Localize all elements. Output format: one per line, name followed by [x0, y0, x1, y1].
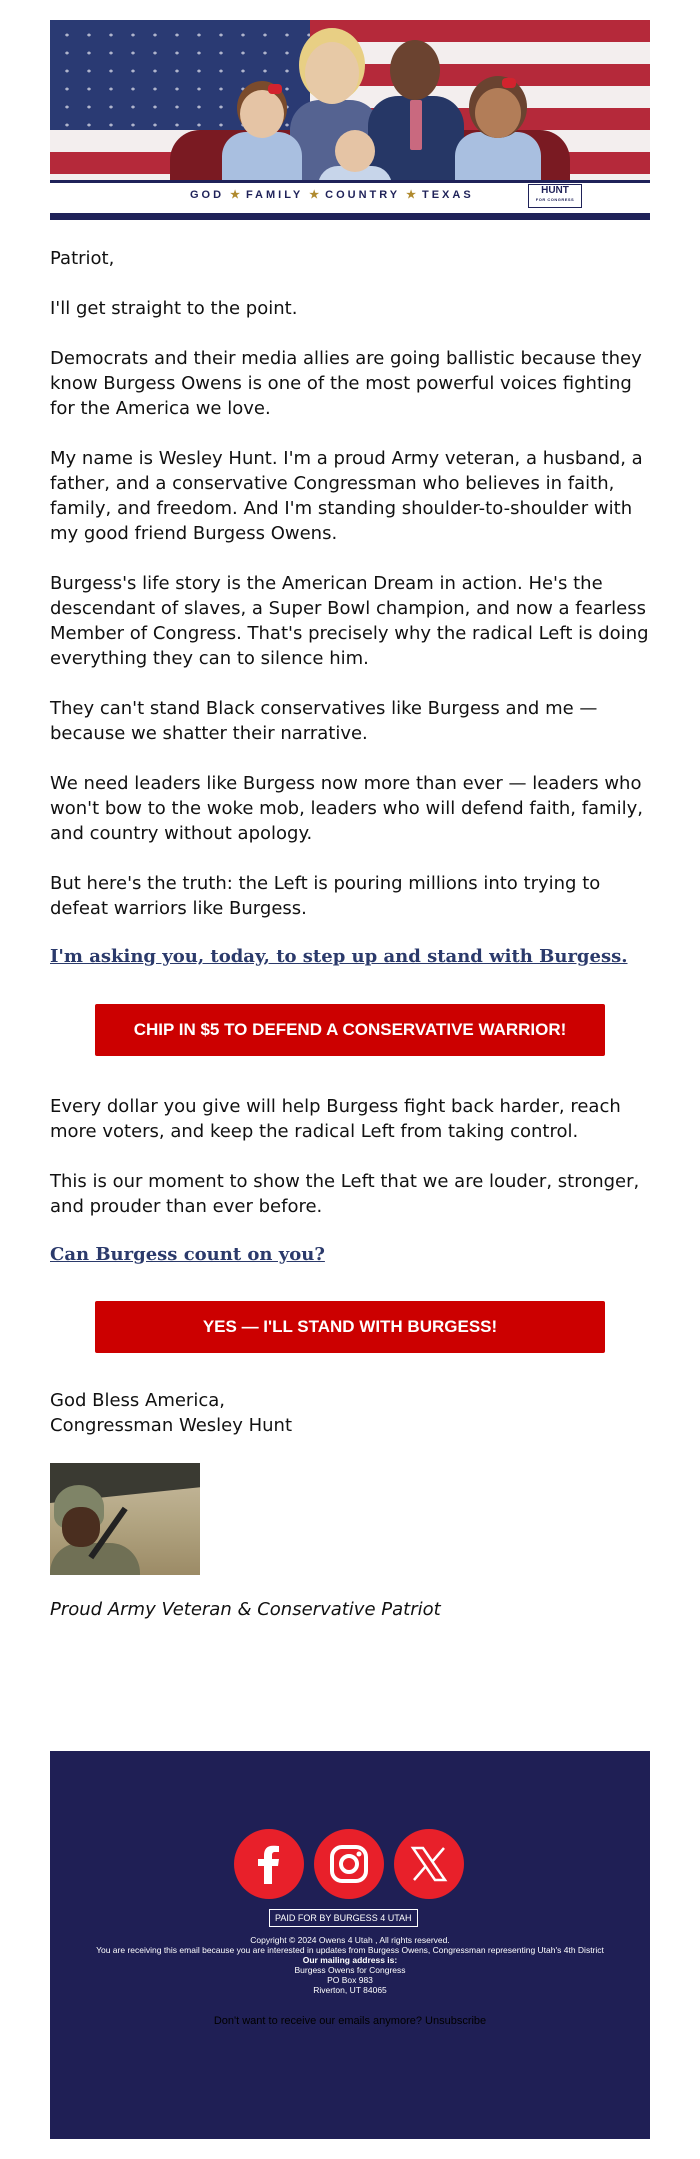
address-city: Riverton, UT 84065 [313, 1985, 387, 1995]
signoff-line-1: God Bless America, [50, 1390, 225, 1411]
tagline: GOD ★ FAMILY ★ COUNTRY ★ TEXAS [190, 189, 474, 201]
paragraph-6: We need leaders like Burgess now more than ever — leaders who won't bow to the woke mob, leaders who will defend faith, family, and country without apology. [50, 773, 643, 844]
facebook-icon[interactable] [234, 1829, 304, 1899]
hunt-logo: HUNT FOR CONGRESS [528, 184, 582, 208]
paragraph-4: Burgess's life story is the American Dream in action. He's the descendant of slaves, a Super Bowl champion, and now a fearless Member of Congress. That's precisely why the radical Left is doing everything they can to silence him. [50, 573, 649, 669]
signoff-line-2: Congressman Wesley Hunt [50, 1415, 292, 1436]
copyright: Copyright © 2024 Owens 4 Utah , All rights reserved. [250, 1935, 450, 1945]
mailing-label: Our mailing address is: [302, 1955, 398, 1965]
paragraph-5: They can't stand Black conservatives like Burgess and me — because we shatter their narrative. [50, 698, 598, 744]
footer [50, 1751, 650, 2139]
chip-in-button[interactable]: CHIP IN $5 TO DEFEND A CONSERVATIVE WARRIOR! [95, 1004, 605, 1056]
paragraph-8: Every dollar you give will help Burgess fight back harder, reach more voters, and keep the radical Left from taking control. [50, 1096, 621, 1142]
star-icon: ★ [230, 189, 240, 201]
paragraph-9: This is our moment to show the Left that we are louder, stronger, and prouder than ever before. [50, 1171, 640, 1217]
star-icon: ★ [309, 189, 320, 201]
address-po: PO Box 983 [327, 1975, 373, 1985]
address-name: Burgess Owens for Congress [294, 1965, 406, 1975]
stand-with-burgess-link[interactable]: I'm asking you, today, to step up and stand with Burgess. [50, 946, 628, 967]
greeting: Patriot, [50, 248, 115, 269]
paid-for-notice: PAID FOR BY BURGESS 4 UTAH [269, 1909, 418, 1927]
paragraph-7: But here's the truth: the Left is pouring millions into trying to defeat warriors like Burgess. [50, 873, 601, 919]
paragraph-3: My name is Wesley Hunt. I'm a proud Army veteran, a husband, a father, and a conservative Congressman who believes in faith, family, and freedom. And I'm standing shoulder-to-shoulder with my good friend Burgess Owens. [50, 448, 643, 544]
unsubscribe-link[interactable]: Unsubscribe [425, 2015, 487, 2027]
subscription-reason: You are receiving this email because you are interested in updates from Burgess Owens, Congressman representing Utah's 4th District [96, 1945, 604, 1955]
photo-caption: Proud Army Veteran & Conservative Patriot [50, 1599, 441, 1620]
instagram-icon[interactable] [314, 1829, 384, 1899]
star-icon: ★ [406, 189, 416, 201]
paragraph-1: I'll get straight to the point. [50, 298, 298, 319]
paragraph-2: Democrats and their media allies are going ballistic because they know Burgess Owens is one of the most powerful voices fighting for the America we love. [50, 348, 642, 419]
x-icon[interactable] [394, 1829, 464, 1899]
unsubscribe-line: Don't want to receive our emails anymore? Unsubscribe [213, 2015, 487, 2027]
header-banner [50, 20, 650, 220]
wesley-hunt-photo [50, 1463, 200, 1575]
count-on-you-link[interactable]: Can Burgess count on you? [50, 1244, 325, 1265]
stand-with-burgess-button[interactable]: YES — I'LL STAND WITH BURGESS! [95, 1301, 605, 1353]
